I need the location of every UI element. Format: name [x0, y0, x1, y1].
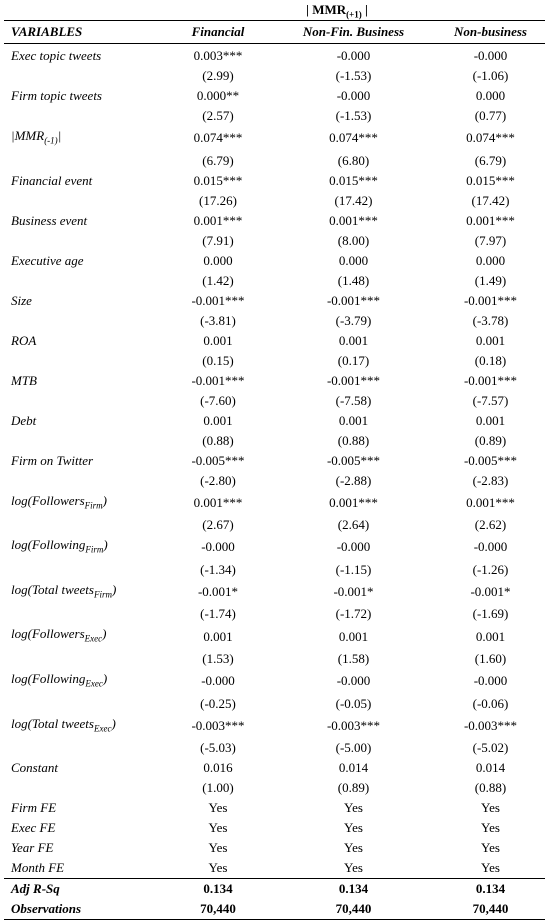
coefficient-cell: 0.003***: [193, 48, 243, 63]
t-stat-cell: (-2.80): [200, 472, 236, 488]
coefficient-row: [4, 86, 545, 106]
coefficient-cell: -0.001***: [326, 292, 381, 308]
coefficient-row: [4, 714, 545, 739]
coefficient-row: [4, 451, 545, 471]
coefficient-cell: 0.001***: [329, 494, 378, 510]
coefficient-cell: -0.001***: [326, 372, 381, 388]
variable-label: MTB: [11, 372, 37, 388]
variable-label: log(Followers$_{Exec}$): [11, 626, 107, 644]
empty-label-cell: [4, 738, 165, 758]
fixed-effect-cell: Yes: [481, 860, 500, 876]
t-stat-cell: (-7.57): [472, 392, 509, 408]
t-stat-row: [4, 151, 545, 171]
t-stat-cell: (-5.00): [335, 740, 372, 756]
t-stat-cell: (0.15): [202, 352, 234, 368]
t-stat-cell: (1.53): [202, 650, 234, 666]
coefficient-cell: -0.001***: [191, 292, 245, 308]
variable-label: Financial event: [11, 172, 93, 188]
fixed-effect-cell: Yes: [208, 840, 228, 856]
coefficient-cell: 0.000**: [196, 88, 240, 103]
coefficient-cell: -0.000: [473, 673, 508, 689]
t-stat-cell: (2.99): [202, 68, 234, 83]
t-stat-cell: (-0.05): [335, 695, 372, 711]
t-stat-cell: (1.60): [474, 650, 507, 666]
t-stat-cell: (17.26): [199, 192, 237, 208]
t-stat-row: [4, 694, 545, 714]
coefficient-cell: 0.015***: [193, 172, 243, 188]
coefficient-cell: 0.001: [475, 628, 506, 644]
fixed-effect-row: [4, 858, 545, 879]
coefficient-cell: -0.003***: [191, 717, 245, 733]
coefficient-cell: -0.001***: [463, 372, 518, 388]
coefficient-row: [4, 535, 545, 560]
coefficient-cell: 0.001: [203, 332, 233, 348]
variable-label: log(Followers$_{Firm}$): [11, 492, 108, 511]
t-stat-row: [4, 66, 545, 86]
t-stat-cell: (-1.34): [200, 561, 236, 577]
t-stat-cell: (-3.78): [472, 312, 509, 328]
empty-label-cell: [4, 191, 165, 211]
coefficient-cell: -0.005***: [191, 452, 245, 468]
adj-r-sq-row: [4, 879, 545, 900]
coefficient-cell: 0.014: [338, 760, 369, 776]
coefficient-cell: -0.000: [201, 539, 235, 555]
t-stat-cell: (-0.25): [200, 695, 236, 711]
t-stat-cell: (-2.83): [472, 472, 509, 488]
fixed-effect-cell: Yes: [481, 840, 500, 856]
t-stat-cell: (-1.74): [200, 606, 236, 622]
t-stat-cell: (-2.88): [335, 472, 372, 488]
coefficient-row: [4, 624, 545, 649]
coefficient-cell: -0.001*: [333, 584, 374, 600]
t-stat-cell: (0.17): [337, 352, 370, 368]
coefficient-cell: -0.000: [336, 88, 371, 103]
empty-label-cell: [4, 106, 165, 126]
coefficient-cell: 0.074***: [329, 130, 378, 146]
coefficient-cell: -0.000: [336, 673, 371, 689]
empty-label-cell: [4, 604, 165, 624]
t-stat-cell: (7.97): [474, 232, 507, 248]
t-stat-cell: (-1.15): [335, 561, 372, 577]
coefficient-cell: -0.000: [336, 48, 371, 63]
adj-r-sq-label: Adj R-Sq: [4, 879, 165, 900]
t-stat-cell: (-1.72): [335, 606, 372, 622]
t-stat-cell: (8.00): [337, 232, 370, 248]
t-stat-row: [4, 231, 545, 251]
financial-header: Financial: [165, 21, 271, 44]
coefficient-cell: 0.014: [475, 760, 506, 776]
t-stat-cell: (2.62): [474, 517, 507, 533]
adj-r-sq-cell: 0.134: [271, 879, 436, 900]
fixed-effect-cell: Yes: [208, 820, 228, 836]
t-stat-cell: (-7.60): [200, 392, 236, 408]
t-stat-cell: (1.42): [202, 272, 234, 288]
t-stat-cell: (-3.81): [200, 312, 236, 328]
coefficient-cell: 0.015***: [329, 172, 378, 188]
t-stat-row: [4, 778, 545, 798]
t-stat-row: [4, 604, 545, 624]
coefficient-cell: 0.000: [475, 88, 506, 103]
coefficient-cell: -0.001*: [470, 584, 511, 600]
t-stat-cell: (-0.06): [472, 695, 509, 711]
coefficient-cell: 0.001***: [193, 494, 243, 510]
fixed-effect-cell: Yes: [481, 800, 500, 816]
t-stat-row: [4, 351, 545, 371]
t-stat-cell: (2.67): [202, 517, 234, 533]
coefficient-row: [4, 371, 545, 391]
t-stat-row: [4, 311, 545, 331]
fixed-effect-label: Exec FE: [11, 820, 56, 836]
variable-label: log(Following$_{Firm}$): [11, 537, 108, 555]
coefficient-cell: 0.001: [203, 628, 233, 644]
observations-cell: 70,440: [436, 899, 545, 920]
coefficient-row: [4, 251, 545, 271]
adj-r-sq-cell: 0.134: [436, 879, 545, 900]
observations-cell: 70,440: [271, 899, 436, 920]
non-fin-business-header: Non-Fin. Business: [271, 21, 436, 44]
coefficient-cell: 0.001: [338, 628, 369, 644]
empty-label-cell: [4, 515, 165, 535]
empty-label-cell: [4, 66, 165, 86]
coefficient-row: [4, 580, 545, 605]
empty-label-cell: [4, 431, 165, 451]
coefficient-cell: 0.015***: [466, 172, 515, 188]
fixed-effect-row: [4, 838, 545, 858]
variable-label: Exec topic tweets: [11, 48, 102, 63]
t-stat-cell: (0.88): [337, 432, 370, 448]
coefficient-cell: 0.074***: [193, 130, 243, 146]
fixed-effect-label: Month FE: [11, 860, 65, 876]
coefficient-cell: -0.001***: [191, 372, 245, 388]
t-stat-cell: (-1.06): [472, 68, 509, 83]
coefficient-cell: 0.074***: [466, 130, 515, 146]
empty-label-cell: [4, 391, 165, 411]
coefficient-row: [4, 291, 545, 311]
variable-label: log(Following$_{Exec}$): [11, 670, 108, 689]
fixed-effect-cell: Yes: [344, 840, 363, 856]
header-row: [4, 21, 545, 44]
coefficient-cell: -0.005***: [463, 452, 518, 468]
coefficient-cell: 0.000: [338, 252, 369, 268]
t-stat-row: [4, 515, 545, 535]
coefficient-cell: -0.000: [473, 48, 508, 63]
t-stat-cell: (2.57): [202, 108, 234, 123]
t-stat-cell: (-7.58): [335, 392, 372, 408]
coefficient-cell: 0.001: [475, 332, 506, 348]
t-stat-cell: (-5.03): [200, 740, 236, 756]
t-stat-cell: (0.77): [474, 108, 507, 123]
coefficient-cell: -0.001***: [463, 292, 518, 308]
t-stat-row: [4, 738, 545, 758]
coefficient-cell: -0.000: [473, 539, 508, 555]
empty-label-cell: [4, 351, 165, 371]
coefficient-cell: 0.001***: [466, 212, 515, 228]
coefficient-cell: 0.001***: [466, 494, 515, 510]
empty-label-cell: [4, 649, 165, 669]
coefficient-row: [4, 411, 545, 431]
t-stat-cell: (2.64): [337, 517, 370, 533]
t-stat-cell: (-5.02): [472, 740, 509, 756]
t-stat-cell: (-1.69): [472, 606, 509, 622]
coefficient-cell: 0.001: [338, 332, 369, 348]
t-stat-cell: (17.42): [334, 192, 373, 208]
t-stat-cell: (-3.79): [335, 312, 372, 328]
t-stat-row: [4, 560, 545, 580]
empty-label-cell: [4, 231, 165, 251]
empty-label-cell: [4, 694, 165, 714]
coefficient-row: [4, 171, 545, 191]
coefficient-cell: -0.000: [201, 673, 235, 689]
table-body: [4, 44, 545, 920]
coefficient-cell: 0.001: [338, 412, 369, 428]
t-stat-cell: (6.80): [337, 152, 370, 168]
t-stat-row: [4, 649, 545, 669]
t-stat-row: [4, 471, 545, 491]
t-stat-cell: (1.49): [474, 272, 507, 288]
empty-label-cell: [4, 311, 165, 331]
fixed-effect-label: Firm FE: [11, 800, 57, 816]
fixed-effect-row: [4, 818, 545, 838]
t-stat-cell: (7.91): [202, 232, 234, 248]
variable-label: Constant: [11, 760, 58, 776]
coefficient-cell: 0.000: [203, 252, 233, 268]
observations-label: Observations: [4, 899, 165, 920]
variable-label: Business event: [11, 212, 88, 228]
t-stat-row: [4, 106, 545, 126]
fixed-effect-cell: Yes: [481, 820, 500, 836]
t-stat-cell: (0.18): [474, 352, 507, 368]
regression-table: [4, 20, 545, 920]
variable-label: Debt: [11, 412, 37, 428]
coefficient-row: [4, 758, 545, 778]
coefficient-cell: -0.003***: [463, 717, 518, 733]
coefficient-cell: -0.001*: [197, 584, 239, 600]
coefficient-row: [4, 211, 545, 231]
coefficient-row: [4, 331, 545, 351]
t-stat-cell: (-1.53): [335, 68, 372, 83]
variable-label: log(Total tweets$_{Firm}$): [11, 581, 117, 600]
observations-row: [4, 899, 545, 920]
non-business-header: Non-business: [436, 21, 545, 44]
coefficient-row: [4, 44, 545, 67]
fixed-effect-row: [4, 798, 545, 818]
coefficient-cell: 0.016: [203, 760, 233, 776]
coefficient-row: [4, 669, 545, 694]
fixed-effect-cell: Yes: [344, 860, 363, 876]
t-stat-cell: (17.42): [471, 192, 510, 208]
variable-label: Firm on Twitter: [11, 452, 94, 468]
fixed-effect-cell: Yes: [344, 800, 363, 816]
variable-label: ROA: [11, 332, 37, 348]
fixed-effect-cell: Yes: [208, 860, 228, 876]
adj-r-sq-cell: 0.134: [165, 879, 271, 900]
t-stat-cell: (-1.53): [335, 108, 372, 123]
t-stat-cell: (0.88): [202, 432, 234, 448]
variable-label: $|MMR_{(-1)}|$: [11, 128, 62, 146]
t-stat-row: [4, 391, 545, 411]
t-stat-row: [4, 191, 545, 211]
t-stat-row: [4, 431, 545, 451]
variable-label: Size: [11, 292, 32, 308]
variable-label: Firm topic tweets: [11, 88, 102, 103]
empty-label-cell: [4, 271, 165, 291]
coefficient-cell: -0.003***: [326, 717, 381, 733]
empty-label-cell: [4, 151, 165, 171]
t-stat-cell: (0.88): [474, 780, 507, 796]
coefficient-cell: 0.001***: [329, 212, 378, 228]
coefficient-cell: 0.001: [203, 412, 233, 428]
coefficient-cell: -0.000: [336, 539, 371, 555]
t-stat-cell: (-1.26): [472, 561, 509, 577]
coefficient-cell: 0.000: [475, 252, 506, 268]
empty-label-cell: [4, 471, 165, 491]
t-stat-cell: (0.89): [337, 780, 370, 796]
coefficient-cell: 0.001: [475, 412, 506, 428]
variables-header: VARIABLES: [4, 21, 165, 44]
t-stat-cell: (6.79): [202, 152, 234, 168]
fixed-effect-cell: Yes: [208, 800, 228, 816]
t-stat-cell: (1.58): [337, 650, 370, 666]
coefficient-cell: 0.001***: [193, 212, 243, 228]
coefficient-cell: -0.005***: [326, 452, 381, 468]
t-stat-cell: (0.89): [474, 432, 507, 448]
coefficient-row: [4, 126, 545, 151]
t-stat-cell: (6.79): [474, 152, 507, 168]
empty-label-cell: [4, 560, 165, 580]
coefficient-row: [4, 491, 545, 516]
variable-label: Executive age: [11, 252, 84, 268]
variable-label: log(Total tweets$_{Exec}$): [11, 715, 116, 734]
fixed-effect-label: Year FE: [11, 840, 54, 856]
empty-label-cell: [4, 778, 165, 798]
observations-cell: 70,440: [165, 899, 271, 920]
t-stat-cell: (1.48): [337, 272, 370, 288]
t-stat-cell: (1.00): [202, 780, 234, 796]
fixed-effect-cell: Yes: [344, 820, 363, 836]
dependent-variable-header: | $MMR_{(+1)}$ |: [306, 2, 368, 20]
t-stat-row: [4, 271, 545, 291]
